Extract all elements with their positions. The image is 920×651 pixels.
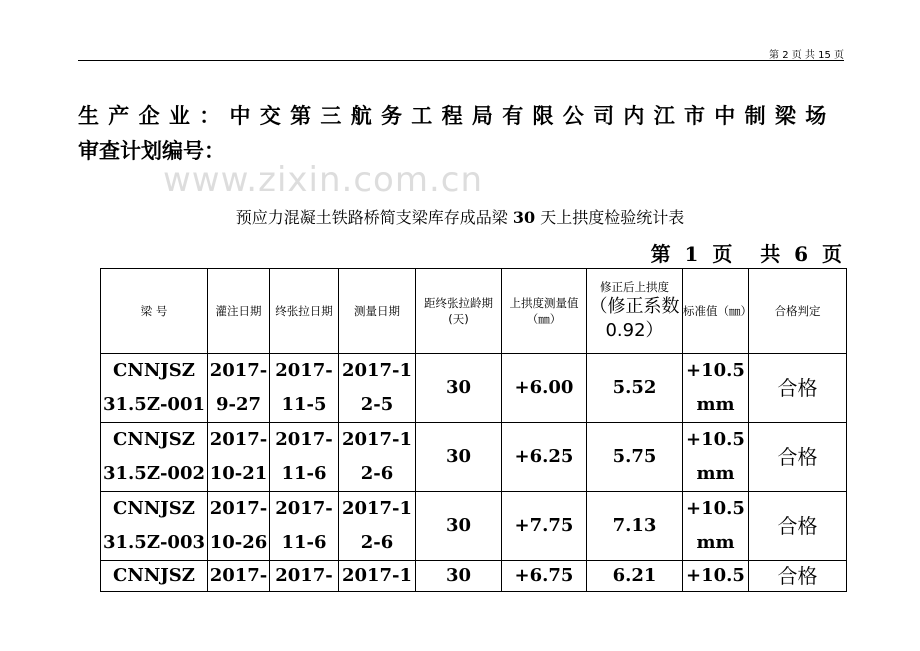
header-standard-value: 标准值（㎜）: [683, 269, 749, 354]
cell-beam-no: CNNJSZ: [101, 561, 208, 592]
table-row: [101, 423, 847, 492]
cell-measured: +6.00: [502, 354, 587, 423]
header-corrected-camber: [587, 269, 683, 354]
cell-judgement: 合格: [749, 354, 847, 423]
cell-tension-date: [270, 423, 339, 492]
page-header-text: 第 2 页 共 15 页: [769, 50, 844, 61]
header-camber-measured: 上拱度测量值（㎜）: [502, 269, 587, 354]
table-row: [101, 354, 847, 423]
cell-tension-date: [270, 354, 339, 423]
header-corrected-camber-small: 修正后上拱度: [600, 280, 669, 294]
cell-measure-date: [339, 423, 416, 492]
table-row: [101, 492, 847, 561]
cell-tension-line1: 2017-: [275, 429, 333, 450]
cell-beam-no: [101, 492, 208, 561]
cell-standard-line2: mm: [696, 463, 735, 484]
cell-measure-line1: 2017-1: [341, 429, 413, 450]
producer-line: 生产企业：中交第三航务工程局有限公司内江市中制梁场: [78, 104, 836, 128]
cell-corrected: 6.21: [587, 561, 683, 592]
header-judgement: 合格判定: [749, 269, 847, 354]
cell-pour-date: [208, 354, 270, 423]
cell-measure-line2: 2-5: [360, 394, 394, 415]
cell-tension-line1: 2017-: [275, 360, 333, 381]
cell-measure-line2: 2-6: [360, 532, 394, 553]
cell-standard-line1: +10.5: [686, 360, 745, 381]
cell-beam-no-line1: CNNJSZ: [113, 429, 195, 450]
cell-beam-no-line1: CNNJSZ: [113, 360, 195, 381]
camber-table: [100, 268, 847, 592]
cell-standard: +10.5: [683, 561, 749, 592]
cell-corrected: 5.75: [587, 423, 683, 492]
cell-measure-line1: 2017-1: [341, 360, 413, 381]
cell-measured: +6.75: [502, 561, 587, 592]
cell-measure-line2: 2-6: [360, 463, 394, 484]
cell-measure-date: [339, 492, 416, 561]
header-row: [101, 269, 847, 354]
cell-corrected: 5.52: [587, 354, 683, 423]
cell-age: 30: [416, 492, 502, 561]
cell-pour-line1: 2017-: [209, 429, 268, 450]
cell-measured: +6.25: [502, 423, 587, 492]
page-header: [78, 38, 844, 61]
header-pour-date: 灌注日期: [208, 269, 270, 354]
table-title-days: 30: [512, 208, 536, 227]
cell-measure-date: 2017-1: [339, 561, 416, 592]
cell-tension-line2: 11-5: [281, 394, 327, 415]
header-corrected-camber-big: （修正系数0.92）: [589, 296, 680, 341]
cell-tension-line2: 11-6: [281, 463, 327, 484]
cell-judgement: 合格: [749, 492, 847, 561]
header-measure-date: 测量日期: [339, 269, 416, 354]
cell-pour-line2: 9-27: [215, 394, 262, 415]
cell-tension-date: [270, 492, 339, 561]
cell-pour-date: 2017-: [208, 561, 270, 592]
cell-pour-line2: 10-26: [209, 532, 268, 553]
cell-tension-line1: 2017-: [275, 498, 333, 519]
table-title-prefix: 预应力混凝土铁路桥简支梁库存成品梁: [235, 208, 508, 227]
table-title: [0, 205, 920, 228]
cell-judgement: 合格: [749, 561, 847, 592]
cell-judgement: 合格: [749, 423, 847, 492]
page-counter: 第 1 页 共 6 页: [650, 242, 842, 266]
cell-measure-line1: 2017-1: [341, 498, 413, 519]
cell-pour-line2: 10-21: [209, 463, 268, 484]
watermark: www.zixin.com.cn: [163, 160, 483, 200]
cell-standard: [683, 492, 749, 561]
cell-age: 30: [416, 561, 502, 592]
cell-beam-no-line1: CNNJSZ: [113, 498, 195, 519]
cell-beam-no-line2: 31.5Z-002: [102, 463, 206, 484]
cell-pour-date: [208, 423, 270, 492]
cell-tension-line2: 11-6: [281, 532, 327, 553]
cell-tension-date: 2017-: [270, 561, 339, 592]
cell-standard-line2: mm: [696, 532, 735, 553]
header-final-tension-date: 终张拉日期: [270, 269, 339, 354]
cell-standard-line1: +10.5: [686, 429, 745, 450]
cell-standard: [683, 354, 749, 423]
cell-age: 30: [416, 354, 502, 423]
cell-measure-date: [339, 354, 416, 423]
table-row: [101, 561, 847, 592]
cell-beam-no: [101, 354, 208, 423]
cell-age: 30: [416, 423, 502, 492]
cell-standard-line1: +10.5: [686, 498, 745, 519]
cell-beam-no: [101, 423, 208, 492]
header-beam-no: 梁 号: [101, 269, 208, 354]
cell-measured: +7.75: [502, 492, 587, 561]
cell-beam-no-line2: 31.5Z-001: [102, 394, 206, 415]
cell-corrected: 7.13: [587, 492, 683, 561]
cell-pour-line1: 2017-: [209, 498, 268, 519]
header-age: 距终张拉龄期(天): [416, 269, 502, 354]
cell-pour-line1: 2017-: [209, 360, 268, 381]
cell-standard-line2: mm: [696, 394, 735, 415]
plan-number-line: 审查计划编号：: [78, 139, 225, 163]
cell-standard: [683, 423, 749, 492]
table-title-suffix: 天上拱度检验统计表: [540, 208, 685, 227]
cell-beam-no-line2: 31.5Z-003: [102, 532, 206, 553]
cell-pour-date: [208, 492, 270, 561]
